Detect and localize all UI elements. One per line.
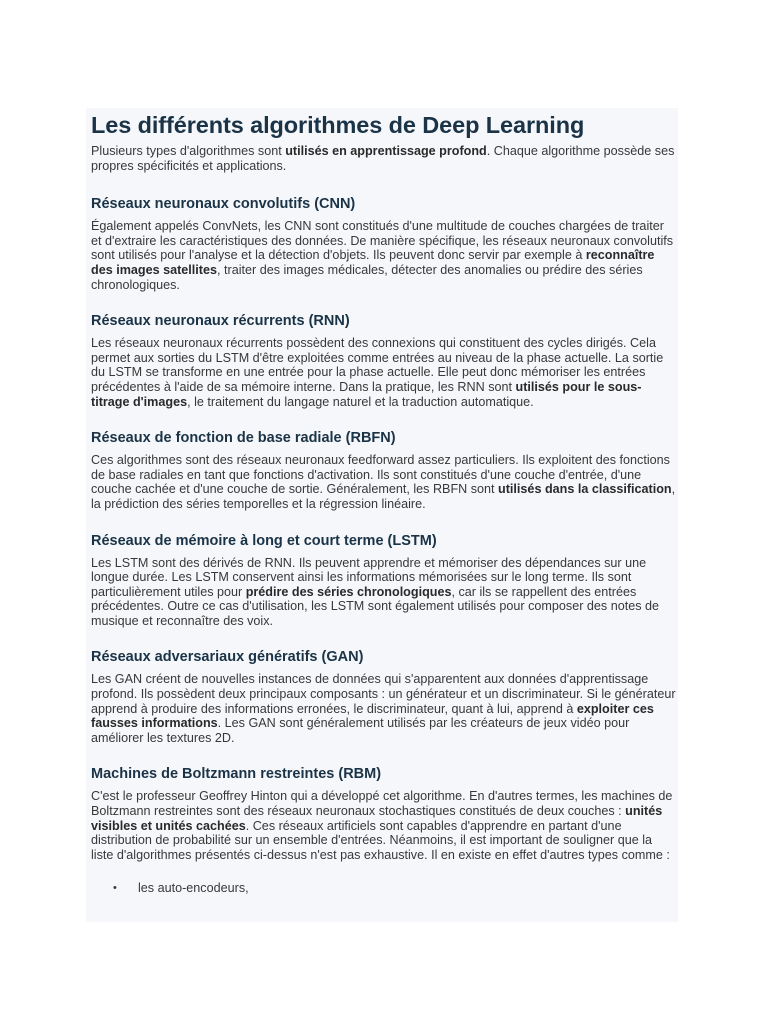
- section-heading-gan: Réseaux adversariaux génératifs (GAN): [91, 649, 364, 666]
- paragraph-bold: prédire des séries chronologiques: [245, 584, 452, 599]
- section-paragraph-rbm: [91, 789, 677, 862]
- paragraph-text: Les réseaux neuronaux récurrents possèdent des connexions qui constituent des cycles dirigés. Cela permet aux sorties du LSTM d'être exploitées comme entrées au niveau de la phase actuelle. La sortie du LSTM se transforme en une entrée pour la phase actuelle. Elle peut donc mémoriser les entrées précédentes à l'aide de sa mémoire interne. Dans la pratique, les RNN sont: [91, 336, 664, 394]
- paragraph-text: Ces algorithmes sont des réseaux neuronaux feedforward assez particuliers. Ils exploitent des fonctions de base radiales en tant que fonctions d'activation. Ils sont constitués d'une couche d'entrée, d'une couche cachée et d'une couche de sortie. Généralement, les RBFN sont: [91, 453, 670, 497]
- section-heading-rbm: Machines de Boltzmann restreintes (RBM): [91, 766, 382, 783]
- list-item: [91, 881, 677, 896]
- intro-text-end: . Chaque algorithme possède ses propres spécificités et applications.: [91, 144, 675, 173]
- paragraph-bold: utilisés dans la classification: [498, 482, 672, 497]
- algorithm-list: [91, 881, 677, 896]
- paragraph-text-end: , la prédiction des séries temporelles et la régression linéaire.: [91, 482, 676, 511]
- paragraph-text-end: , traiter des images médicales, détecter des anomalies ou prédire des séries chronologiques.: [91, 262, 643, 292]
- section-heading-lstm: Réseaux de mémoire à long et court terme (LSTM): [91, 532, 437, 549]
- paragraph-text-end: . Les GAN sont généralement utilisés par les créateurs de jeux vidéo pour améliorer les textures 2D.: [91, 716, 630, 745]
- bullet-icon: •: [113, 882, 117, 895]
- paragraph-text: Également appelés ConvNets, les CNN sont constitués d'une multitude de couches chargées de traiter et d'extraire les caractéristiques des données. De manière spécifique, les réseaux neuronaux convolutifs sont utilisés pour l'analyse et la détection d'objets. Ils peuvent donc servir par exemple à: [91, 219, 674, 263]
- article: [91, 110, 677, 896]
- paragraph-bold: utilisés pour le sous-titrage d'images: [91, 379, 642, 409]
- paragraph-bold: reconnaître des images satellites: [91, 248, 655, 277]
- intro-paragraph: [91, 144, 677, 173]
- paragraph-text-end: . Ces réseaux artificiels sont capables d'apprendre en partant d'une distribution de probabilité sur un ensemble d'entrées. Néanmoins, il est important de souligner que la liste d'algorithmes présentés ci-dessus n'est pas exhaustive. Il en existe en effet d'autres types comme :: [91, 818, 670, 862]
- intro-text: Plusieurs types d'algorithmes sont: [91, 144, 286, 158]
- paragraph-bold: exploiter ces fausses informations: [91, 701, 654, 731]
- section-paragraph-gan: [91, 672, 677, 745]
- section-paragraph-cnn: [91, 219, 677, 292]
- section-heading-rbfn: Réseaux de fonction de base radiale (RBFN): [91, 430, 396, 447]
- section-paragraph-rbfn: [91, 453, 677, 511]
- paragraph-text: Les GAN créent de nouvelles instances de données qui s'apparentent aux données d'apprentissage profond. Ils possèdent deux principaux composants : un générateur et un discriminateur. Si le générateur apprend à produire des informations erronées, le discriminateur, quant à lui, apprend à: [91, 672, 676, 716]
- paragraph-text-end: , car ils se rappellent des entrées précédentes. Outre ce cas d'utilisation, les LSTM sont également utilisés pour composer des notes de musique et reconnaître des voix.: [91, 584, 660, 628]
- list-item-text: les auto-encodeurs,: [138, 881, 249, 896]
- section-paragraph-rnn: [91, 336, 677, 409]
- section-heading-cnn: Réseaux neuronaux convolutifs (CNN): [91, 196, 356, 213]
- section-heading-rnn: Réseaux neuronaux récurrents (RNN): [91, 313, 350, 330]
- paragraph-text-end: , le traitement du langage naturel et la traduction automatique.: [187, 394, 534, 409]
- paragraph-text: C'est le professeur Geoffrey Hinton qui a développé cet algorithme. En d'autres termes, les machines de Boltzmann restreintes sont des réseaux neuronaux stochastiques constitués de deux couches :: [91, 789, 673, 819]
- paragraph-text: Les LSTM sont des dérivés de RNN. Ils peuvent apprendre et mémoriser des dépendances sur une longue durée. Les LSTM conservent ainsi les informations mémorisées sur le long terme. Ils sont particulièrement utiles pour: [91, 555, 647, 599]
- paragraph-bold: unités visibles et unités cachées: [91, 804, 663, 833]
- page-title: Les différents algorithmes de Deep Learning: [91, 112, 585, 138]
- section-paragraph-lstm: [91, 556, 677, 629]
- intro-bold: utilisés en apprentissage profond: [285, 144, 487, 158]
